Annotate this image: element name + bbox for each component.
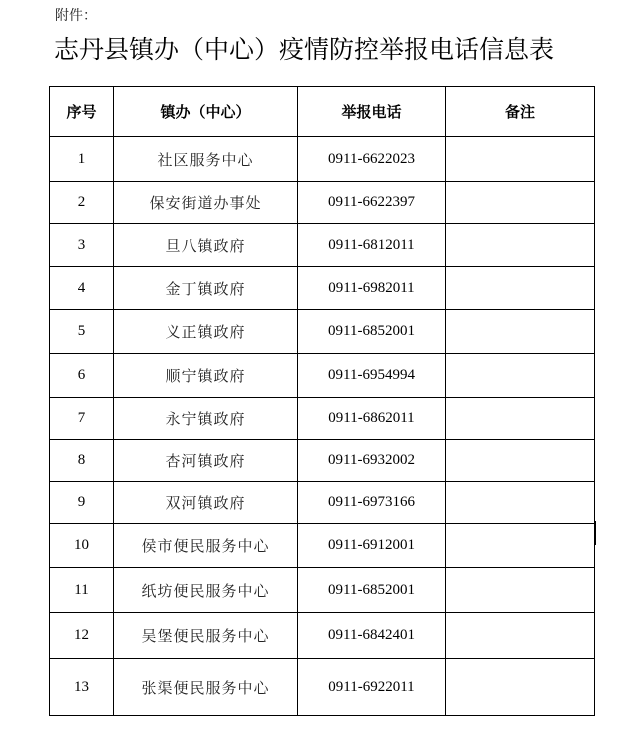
hotline-table (49, 86, 595, 716)
row-phone: 0911-6622397 (298, 182, 446, 224)
row-note (446, 310, 595, 354)
row-note (446, 267, 595, 310)
row-number: 12 (50, 613, 114, 659)
row-office: 张渠便民服务中心 (114, 659, 298, 716)
row-phone: 0911-6982011 (298, 267, 446, 310)
row-number: 9 (50, 482, 114, 524)
page-title: 志丹县镇办（中心）疫情防控举报电话信息表 (54, 35, 555, 64)
row-phone: 0911-6862011 (298, 398, 446, 440)
row-number: 11 (50, 568, 114, 613)
row-note (446, 524, 595, 568)
table-row (50, 568, 595, 613)
row-note (446, 224, 595, 267)
row-office: 双河镇政府 (114, 482, 298, 524)
row-number: 4 (50, 267, 114, 310)
row-note (446, 182, 595, 224)
table-header-row (50, 87, 595, 137)
row-number: 10 (50, 524, 114, 568)
attachment-label: 附件： (55, 8, 97, 24)
table-row (50, 659, 595, 716)
row-office: 社区服务中心 (114, 137, 298, 182)
row-note (446, 659, 595, 716)
table-row (50, 398, 595, 440)
header-phone: 举报电话 (298, 87, 446, 137)
table-row (50, 224, 595, 267)
header-note: 备注 (446, 87, 595, 137)
table-row (50, 440, 595, 482)
table-row (50, 613, 595, 659)
row-number: 6 (50, 354, 114, 398)
table-row (50, 482, 595, 524)
row-office: 保安街道办事处 (114, 182, 298, 224)
row-number: 8 (50, 440, 114, 482)
text-cursor (594, 521, 596, 545)
row-office: 杏河镇政府 (114, 440, 298, 482)
row-phone: 0911-6954994 (298, 354, 446, 398)
row-note (446, 440, 595, 482)
row-phone: 0911-6922011 (298, 659, 446, 716)
row-phone: 0911-6973166 (298, 482, 446, 524)
row-office: 顺宁镇政府 (114, 354, 298, 398)
row-phone: 0911-6842401 (298, 613, 446, 659)
row-note (446, 354, 595, 398)
row-number: 13 (50, 659, 114, 716)
row-number: 2 (50, 182, 114, 224)
row-phone: 0911-6932002 (298, 440, 446, 482)
row-note (446, 568, 595, 613)
row-number: 5 (50, 310, 114, 354)
row-phone: 0911-6852001 (298, 568, 446, 613)
row-number: 7 (50, 398, 114, 440)
table-row (50, 182, 595, 224)
row-office: 旦八镇政府 (114, 224, 298, 267)
row-note (446, 137, 595, 182)
row-phone: 0911-6622023 (298, 137, 446, 182)
row-office: 金丁镇政府 (114, 267, 298, 310)
row-phone: 0911-6852001 (298, 310, 446, 354)
row-phone: 0911-6812011 (298, 224, 446, 267)
row-office: 义正镇政府 (114, 310, 298, 354)
row-number: 3 (50, 224, 114, 267)
row-office: 吴堡便民服务中心 (114, 613, 298, 659)
row-phone: 0911-6912001 (298, 524, 446, 568)
table-row (50, 310, 595, 354)
row-note (446, 398, 595, 440)
table-row (50, 267, 595, 310)
row-note (446, 613, 595, 659)
table-row (50, 524, 595, 568)
header-number: 序号 (50, 87, 114, 137)
row-number: 1 (50, 137, 114, 182)
table-row (50, 137, 595, 182)
row-note (446, 482, 595, 524)
row-office: 纸坊便民服务中心 (114, 568, 298, 613)
table-row (50, 354, 595, 398)
header-office: 镇办（中心） (114, 87, 298, 137)
row-office: 永宁镇政府 (114, 398, 298, 440)
row-office: 侯市便民服务中心 (114, 524, 298, 568)
